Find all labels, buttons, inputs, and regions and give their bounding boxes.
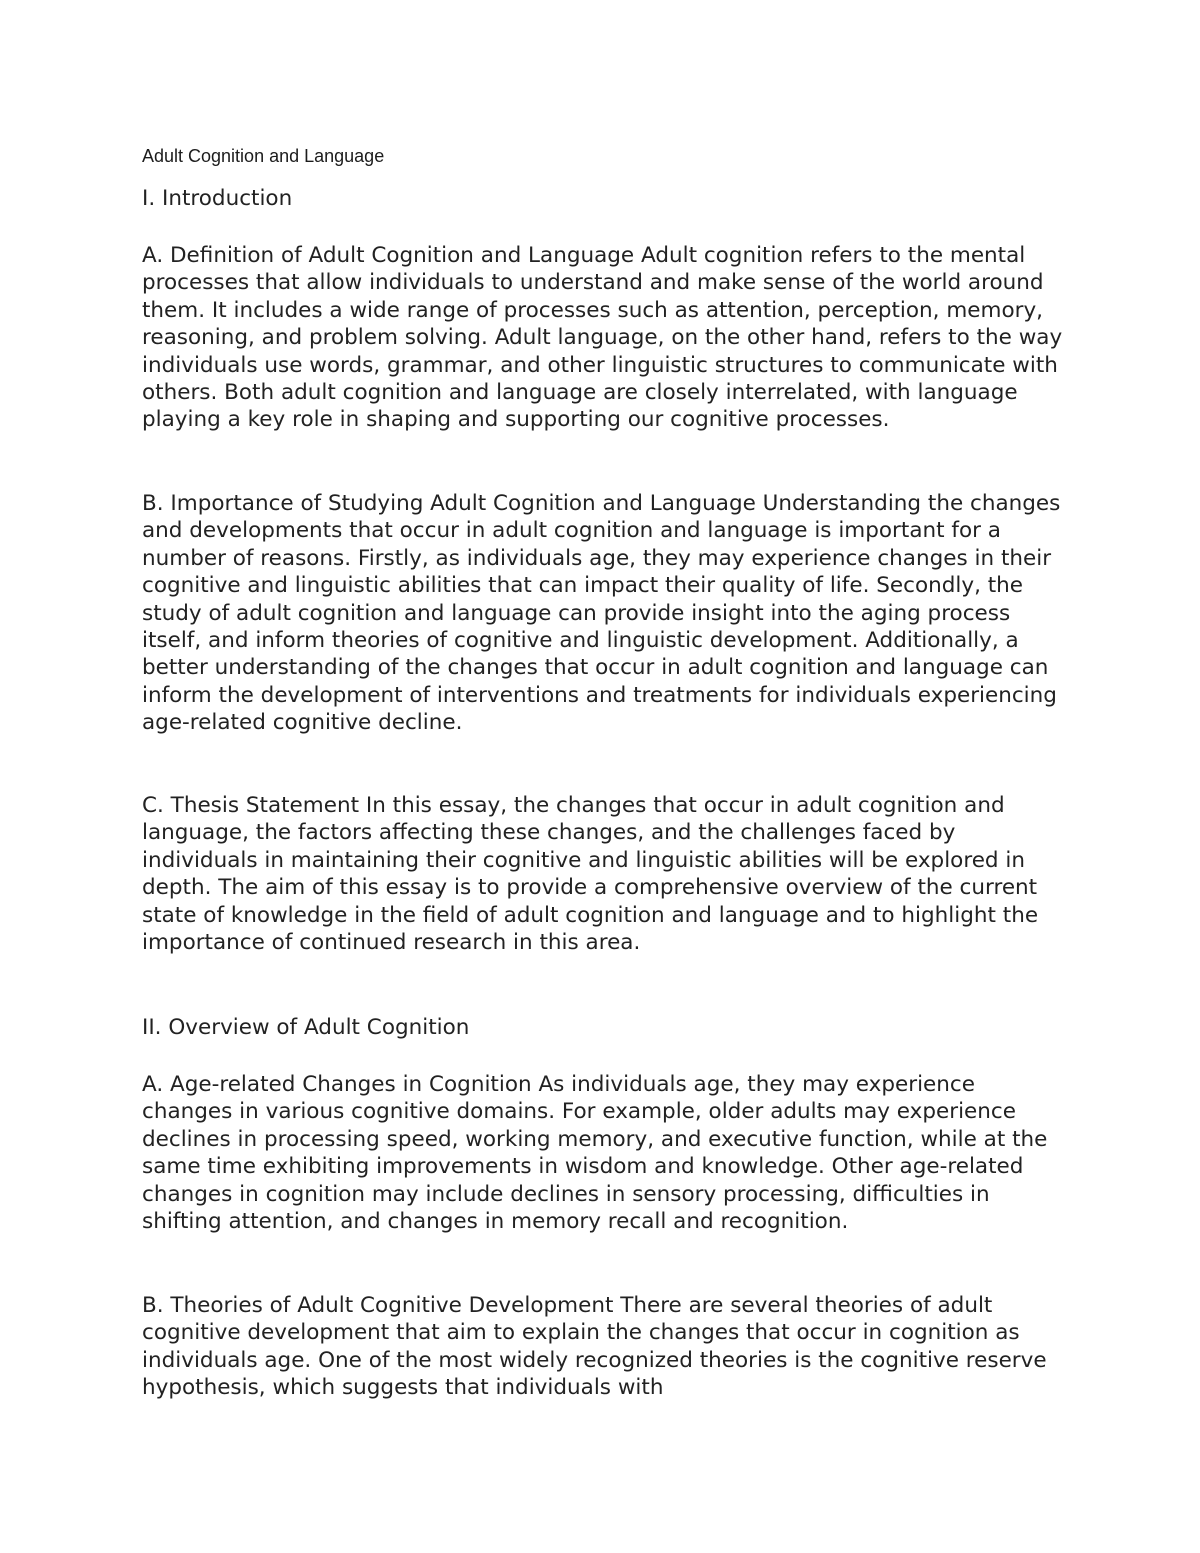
paragraph-definition: A. Definition of Adult Cognition and Language Adult cognition refers to the mental processes that allow individuals to understand and make sense of the world around them. It includes a wide range of processes such as attention, perception, memory, reasoning, and problem solving. Adult language, on the other hand, refers to the way individuals use words, grammar, and other linguistic structures to communicate with others. Both adult cognition and language are closely interrelated, with language playing a key role in shaping and supporting our cognitive processes. [142,243,1063,433]
paragraph-importance: B. Importance of Studying Adult Cognition and Language Understanding the changes and developments that occur in adult cognition and language is important for a number of reasons. Firstly, as individuals age, they may experience changes in their cognitive and linguistic abilities that can impact their quality of life. Secondly, the study of adult cognition and language can provide insight into the aging process itself, and inform theories of cognitive and linguistic development. Additionally, a better understanding of the changes that occur in adult cognition and language can inform the development of interventions and treatments for individuals experiencing age-related cognitive decline. [142,491,1061,736]
section-heading-introduction: I. Introduction [142,186,293,211]
paragraph-age-related-changes: A. Age-related Changes in Cognition As individuals age, they may experience changes in various cognitive domains. For example, older adults may experience declines in processing speed, working memory, and executive function, while at the same time exhibiting improvements in wisdom and knowledge. Other age-related changes in cognition may include declines in sensory processing, difficulties in shifting attention, and changes in memory recall and recognition. [142,1072,1048,1235]
document-title: Adult Cognition and Language [142,146,385,166]
paragraph-theories: B. Theories of Adult Cognitive Development There are several theories of adult cognitive development that aim to explain the changes that occur in cognition as individuals age. One of the most widely recognized theories is the cognitive reserve hypothesis, which suggests that individuals with [142,1293,1047,1401]
paragraph-thesis: C. Thesis Statement In this essay, the changes that occur in adult cognition and language, the factors affecting these changes, and the challenges faced by individuals in maintaining their cognitive and linguistic abilities will be explored in depth. The aim of this essay is to provide a comprehensive overview of the current state of knowledge in the field of adult cognition and language and to highlight the importance of continued research in this area. [142,793,1039,956]
section-heading-overview: II. Overview of Adult Cognition [142,1015,470,1040]
